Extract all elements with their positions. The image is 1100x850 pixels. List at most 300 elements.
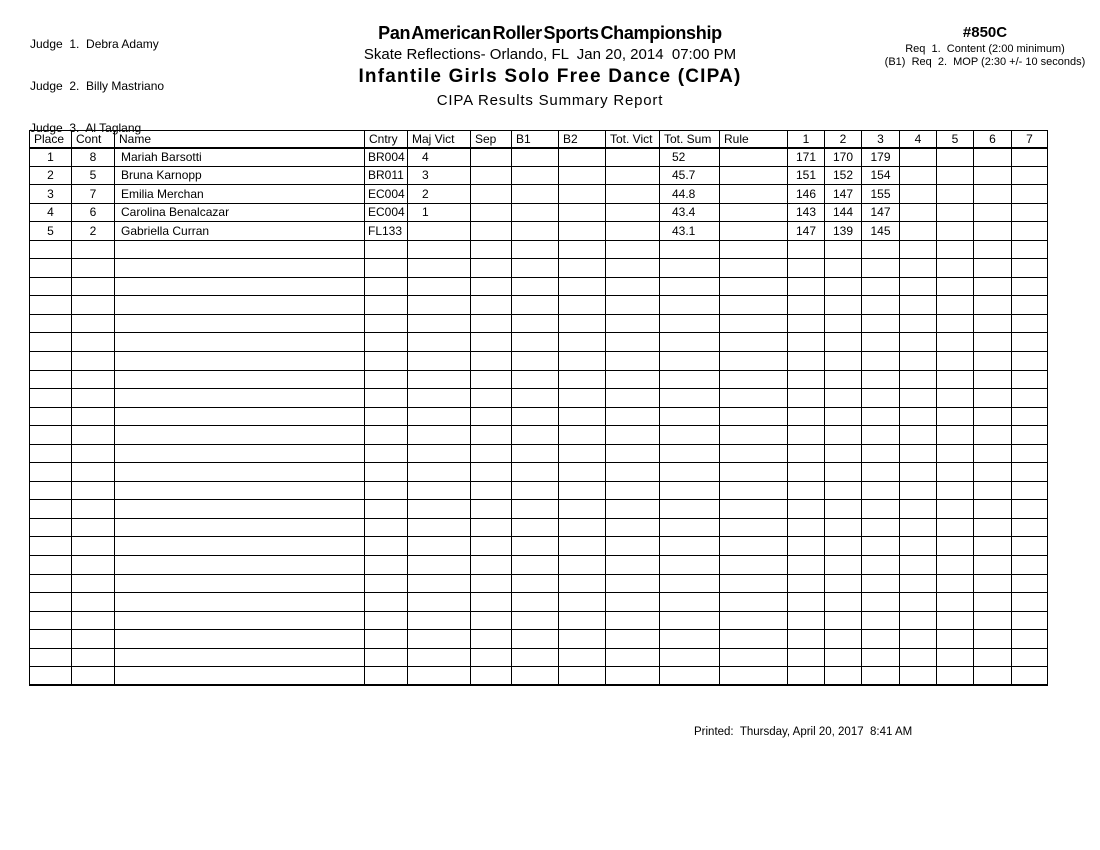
empty-cell [1012,667,1048,686]
empty-cell [559,352,606,371]
empty-cell [408,314,471,333]
empty-cell [974,500,1012,519]
cell-judge-2: 170 [825,148,862,167]
cell-judge-6 [974,185,1012,204]
empty-cell [720,352,788,371]
empty-cell [471,277,512,296]
empty-cell [471,630,512,649]
empty-cell [825,407,862,426]
empty-cell [471,426,512,445]
empty-cell [660,556,720,575]
empty-row [30,630,1048,649]
empty-cell [1012,537,1048,556]
cell-tot-sum: 52 [660,148,720,167]
empty-cell [900,370,937,389]
empty-cell [974,240,1012,259]
empty-row [30,426,1048,445]
empty-cell [974,259,1012,278]
empty-cell [30,314,72,333]
empty-cell [408,444,471,463]
empty-cell [937,426,974,445]
empty-cell [512,240,559,259]
empty-cell [512,667,559,686]
cell-place: 2 [30,166,72,185]
empty-cell [974,667,1012,686]
empty-cell [862,240,900,259]
empty-cell [660,648,720,667]
empty-cell [512,407,559,426]
column-header-cntry: Cntry [365,131,408,148]
empty-cell [825,259,862,278]
column-header-tot-sum: Tot. Sum [660,131,720,148]
cell-maj-vict: 4 [408,148,471,167]
empty-cell [1012,500,1048,519]
empty-cell [512,481,559,500]
empty-cell [408,277,471,296]
empty-cell [1012,611,1048,630]
cell-judge-1: 143 [788,203,825,222]
empty-cell [559,667,606,686]
empty-cell [825,277,862,296]
empty-cell [937,593,974,612]
empty-cell [720,259,788,278]
empty-cell [720,444,788,463]
empty-cell [72,240,115,259]
empty-cell [825,333,862,352]
empty-cell [1012,333,1048,352]
empty-cell [974,352,1012,371]
empty-cell [660,444,720,463]
cell-b2 [559,148,606,167]
empty-cell [408,352,471,371]
cell-tot-vict [606,222,660,241]
empty-cell [365,407,408,426]
empty-cell [974,370,1012,389]
empty-cell [408,370,471,389]
empty-cell [365,593,408,612]
report-title: CIPA Results Summary Report [436,92,664,109]
empty-cell [974,444,1012,463]
empty-cell [862,500,900,519]
column-header-b1: B1 [512,131,559,148]
cell-name: Carolina Benalcazar [115,203,365,222]
cell-cont: 6 [72,203,115,222]
cell-b1 [512,203,559,222]
empty-cell [720,277,788,296]
empty-cell [115,370,365,389]
cell-judge-7 [1012,222,1048,241]
empty-cell [862,648,900,667]
cell-judge-7 [1012,166,1048,185]
cell-judge-1: 147 [788,222,825,241]
cell-sep [471,185,512,204]
empty-cell [365,277,408,296]
empty-cell [365,352,408,371]
result-row [30,166,1048,185]
empty-cell [559,574,606,593]
empty-row [30,481,1048,500]
empty-cell [1012,481,1048,500]
empty-cell [72,296,115,315]
empty-cell [606,259,660,278]
empty-cell [471,407,512,426]
empty-cell [365,333,408,352]
empty-cell [900,518,937,537]
empty-cell [72,426,115,445]
empty-cell [115,500,365,519]
empty-cell [30,259,72,278]
cell-judge-5 [937,148,974,167]
empty-row [30,500,1048,519]
empty-row [30,407,1048,426]
empty-cell [937,314,974,333]
result-row [30,148,1048,167]
empty-cell [1012,296,1048,315]
cell-b2 [559,222,606,241]
cell-b1 [512,148,559,167]
empty-cell [471,648,512,667]
empty-cell [900,333,937,352]
empty-cell [974,630,1012,649]
empty-cell [365,630,408,649]
empty-cell [720,667,788,686]
empty-cell [937,240,974,259]
cell-cont: 7 [72,185,115,204]
empty-cell [900,407,937,426]
cell-tot-sum: 43.4 [660,203,720,222]
empty-cell [606,667,660,686]
empty-cell [72,259,115,278]
empty-cell [471,296,512,315]
empty-cell [559,296,606,315]
empty-cell [900,537,937,556]
empty-cell [788,537,825,556]
empty-cell [937,463,974,482]
empty-cell [974,593,1012,612]
empty-cell [974,389,1012,408]
empty-cell [471,352,512,371]
empty-cell [720,593,788,612]
cell-name: Bruna Karnopp [115,166,365,185]
empty-cell [115,444,365,463]
empty-cell [788,500,825,519]
empty-row [30,370,1048,389]
empty-cell [862,537,900,556]
empty-cell [900,389,937,408]
empty-cell [937,333,974,352]
empty-cell [606,426,660,445]
results-table [29,130,1048,686]
empty-cell [512,574,559,593]
empty-cell [365,648,408,667]
cell-cont: 2 [72,222,115,241]
empty-cell [72,370,115,389]
empty-cell [900,444,937,463]
column-header-maj-vict: Maj Vict [408,131,471,148]
cell-judge-1: 146 [788,185,825,204]
empty-cell [408,426,471,445]
cell-judge-4 [900,203,937,222]
cell-tot-vict [606,166,660,185]
empty-cell [937,500,974,519]
empty-cell [365,537,408,556]
column-header-judge-7: 7 [1012,131,1048,148]
empty-cell [825,518,862,537]
empty-cell [115,518,365,537]
empty-cell [862,333,900,352]
empty-cell [115,296,365,315]
empty-cell [408,648,471,667]
empty-cell [559,314,606,333]
empty-cell [471,481,512,500]
cell-tot-vict [606,148,660,167]
empty-cell [1012,370,1048,389]
empty-cell [825,352,862,371]
empty-cell [115,240,365,259]
empty-cell [937,370,974,389]
cell-judge-4 [900,148,937,167]
column-header-tot-vict: Tot. Vict [606,131,660,148]
empty-cell [788,574,825,593]
empty-cell [115,426,365,445]
empty-cell [660,611,720,630]
cell-sep [471,222,512,241]
empty-row [30,314,1048,333]
empty-cell [974,481,1012,500]
empty-cell [408,481,471,500]
empty-cell [72,389,115,408]
column-header-place: Place [30,131,72,148]
empty-cell [408,537,471,556]
empty-cell [512,333,559,352]
empty-cell [115,463,365,482]
empty-cell [408,259,471,278]
empty-cell [471,259,512,278]
empty-cell [30,444,72,463]
empty-cell [937,352,974,371]
empty-cell [471,314,512,333]
empty-cell [30,500,72,519]
empty-cell [512,296,559,315]
empty-cell [72,277,115,296]
cell-b1 [512,166,559,185]
cell-judge-1: 151 [788,166,825,185]
empty-cell [937,444,974,463]
empty-cell [606,296,660,315]
empty-cell [30,333,72,352]
empty-cell [512,630,559,649]
empty-cell [606,333,660,352]
empty-cell [512,352,559,371]
empty-cell [471,370,512,389]
empty-cell [471,463,512,482]
cell-judge-5 [937,166,974,185]
empty-cell [720,648,788,667]
empty-cell [720,481,788,500]
event-title: Infantile Girls Solo Free Dance (CIPA) [358,66,742,87]
empty-cell [1012,277,1048,296]
cell-rule [720,222,788,241]
cell-cntry: EC004 [365,185,408,204]
empty-cell [825,630,862,649]
column-header-judge-4: 4 [900,131,937,148]
empty-cell [471,500,512,519]
empty-cell [471,667,512,686]
cell-place: 5 [30,222,72,241]
cell-maj-vict: 1 [408,203,471,222]
empty-row [30,444,1048,463]
empty-cell [606,352,660,371]
cell-b1 [512,222,559,241]
empty-cell [365,574,408,593]
empty-cell [788,277,825,296]
cell-place: 4 [30,203,72,222]
empty-cell [115,277,365,296]
empty-cell [1012,556,1048,575]
empty-cell [720,389,788,408]
empty-cell [937,630,974,649]
empty-cell [974,648,1012,667]
empty-cell [720,518,788,537]
column-header-judge-3: 3 [862,131,900,148]
empty-cell [471,611,512,630]
empty-cell [115,667,365,686]
empty-row [30,574,1048,593]
empty-cell [1012,518,1048,537]
empty-cell [606,240,660,259]
empty-cell [937,296,974,315]
empty-cell [115,389,365,408]
empty-cell [937,611,974,630]
empty-cell [512,648,559,667]
empty-cell [30,370,72,389]
empty-cell [660,463,720,482]
empty-cell [115,407,365,426]
empty-cell [72,611,115,630]
cell-maj-vict: 3 [408,166,471,185]
empty-cell [115,574,365,593]
empty-cell [788,518,825,537]
empty-cell [365,611,408,630]
empty-cell [30,593,72,612]
empty-cell [512,426,559,445]
cell-judge-4 [900,166,937,185]
empty-cell [788,259,825,278]
cell-judge-4 [900,185,937,204]
empty-cell [900,314,937,333]
cell-judge-3: 179 [862,148,900,167]
empty-cell [606,518,660,537]
empty-cell [862,630,900,649]
empty-cell [30,574,72,593]
empty-cell [900,463,937,482]
empty-cell [408,611,471,630]
empty-cell [974,407,1012,426]
empty-cell [720,296,788,315]
empty-cell [606,574,660,593]
venue-date-line: Skate Reflections- Orlando, FL Jan 20, 2014 07:00 PM [363,46,737,63]
empty-cell [365,259,408,278]
empty-cell [471,518,512,537]
empty-cell [660,296,720,315]
empty-cell [660,500,720,519]
empty-cell [408,593,471,612]
empty-cell [365,444,408,463]
empty-cell [788,240,825,259]
column-header-name: Name [115,131,365,148]
empty-cell [408,389,471,408]
empty-cell [365,518,408,537]
empty-cell [788,407,825,426]
empty-cell [825,611,862,630]
cell-judge-3: 147 [862,203,900,222]
empty-cell [900,574,937,593]
empty-cell [862,314,900,333]
cell-rule [720,185,788,204]
empty-cell [862,370,900,389]
empty-cell [974,556,1012,575]
empty-cell [825,574,862,593]
empty-cell [788,352,825,371]
empty-cell [365,314,408,333]
cell-cont: 8 [72,148,115,167]
empty-cell [365,426,408,445]
empty-row [30,518,1048,537]
empty-cell [606,389,660,408]
empty-cell [788,593,825,612]
empty-cell [825,593,862,612]
championship-title: Pan American Roller Sports Championship [378,23,722,43]
empty-cell [660,574,720,593]
empty-cell [559,444,606,463]
empty-cell [512,611,559,630]
empty-cell [937,518,974,537]
empty-cell [115,556,365,575]
empty-cell [660,407,720,426]
empty-cell [606,277,660,296]
empty-cell [937,556,974,575]
empty-cell [862,556,900,575]
empty-cell [974,611,1012,630]
empty-cell [1012,463,1048,482]
empty-cell [660,314,720,333]
empty-cell [559,259,606,278]
empty-cell [408,407,471,426]
empty-row [30,556,1048,575]
cell-rule [720,166,788,185]
empty-cell [606,481,660,500]
empty-cell [471,574,512,593]
cell-tot-sum: 43.1 [660,222,720,241]
empty-cell [900,481,937,500]
empty-cell [408,667,471,686]
empty-cell [1012,444,1048,463]
empty-cell [720,611,788,630]
event-number: #850C [962,24,1008,41]
empty-cell [862,481,900,500]
empty-cell [974,463,1012,482]
empty-cell [471,333,512,352]
empty-cell [30,463,72,482]
requirement-line-2: (B1) Req 2. MOP (2:30 +/- 10 seconds) [884,56,1086,68]
empty-cell [115,537,365,556]
empty-cell [30,407,72,426]
cell-tot-sum: 44.8 [660,185,720,204]
judge-line-2: Judge 2. Billy Mastriano [30,79,165,93]
empty-cell [512,518,559,537]
empty-cell [825,463,862,482]
cell-judge-6 [974,148,1012,167]
